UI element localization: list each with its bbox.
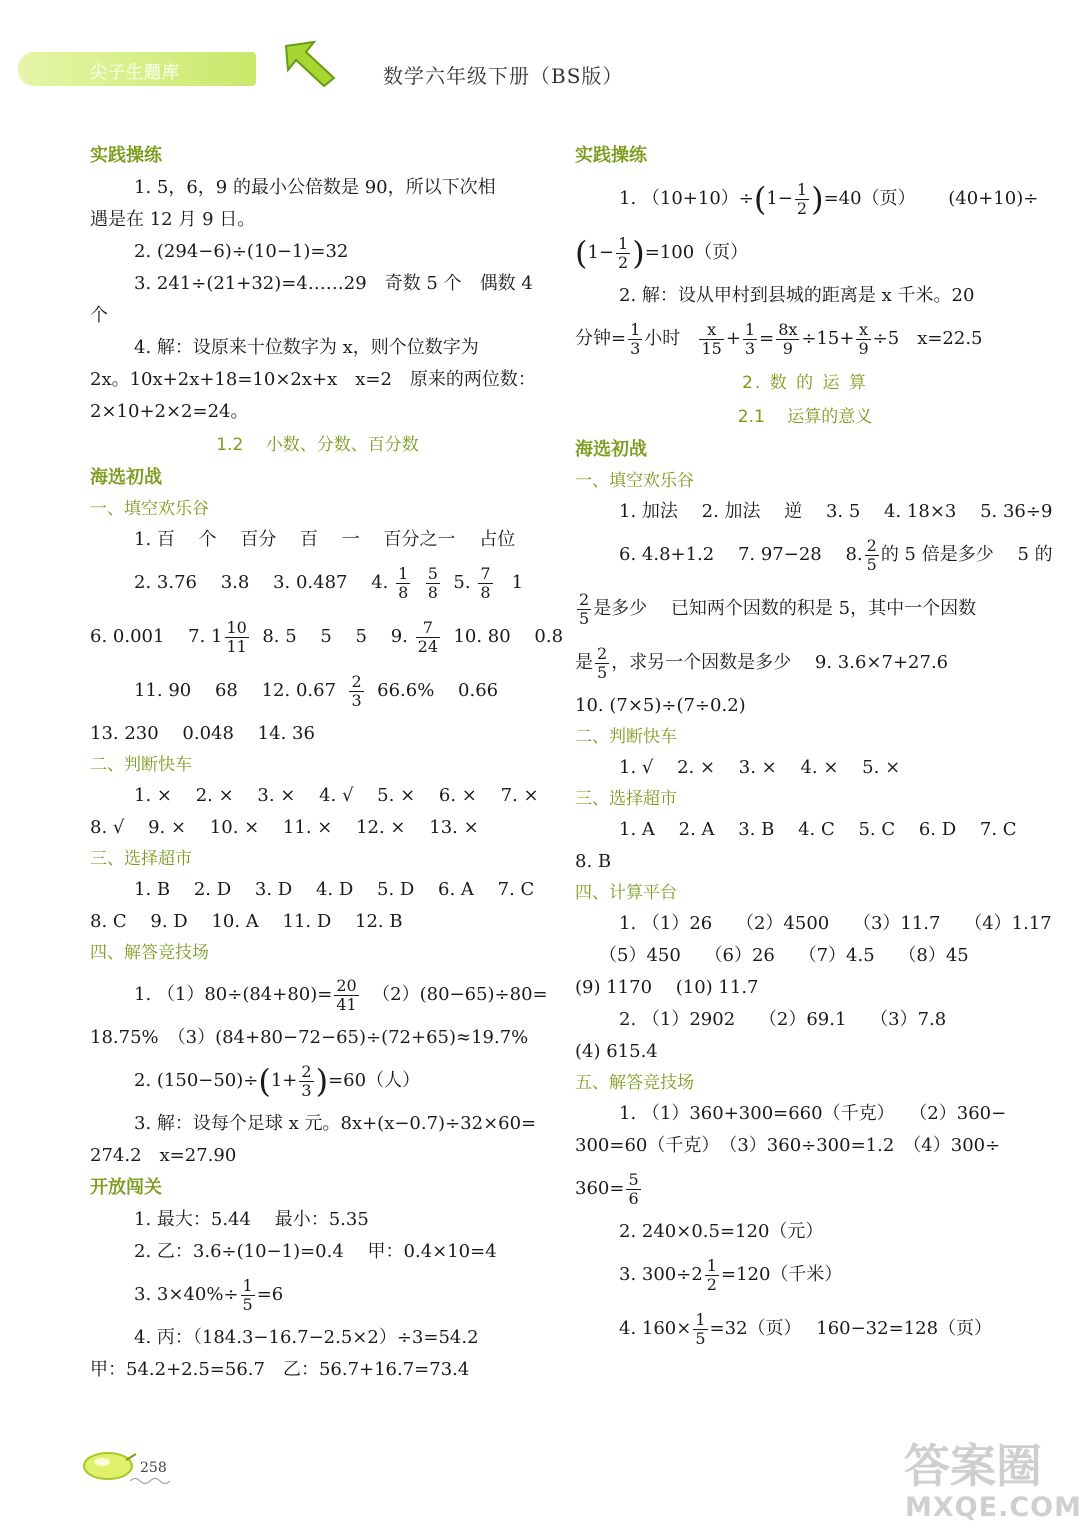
numerator: 1 bbox=[706, 1255, 717, 1275]
numerator: 2 bbox=[351, 671, 362, 691]
watermark-url: MXQE.COM bbox=[905, 1492, 1082, 1523]
text-line: 1. （1）26 （2）4500 （3）11.7 （4）1.17 bbox=[619, 913, 1052, 934]
text-line: 3. 解：设每个足球 x 元。8x+(x−0.7)÷32×60= bbox=[134, 1113, 537, 1134]
numerator: 2 bbox=[597, 643, 608, 663]
fraction bbox=[628, 321, 642, 358]
text-line bbox=[575, 172, 1039, 226]
fraction bbox=[416, 619, 440, 656]
text-line bbox=[575, 1248, 1035, 1302]
text: 1. （10+10）÷ bbox=[619, 188, 754, 209]
fraction bbox=[396, 565, 410, 602]
denominator: 5 bbox=[242, 1294, 253, 1314]
text-line: 2x。10x+2x+18=10×2x+x x=2 原来的两位数： bbox=[90, 369, 536, 390]
numerator: 7 bbox=[416, 619, 440, 638]
denominator: 3 bbox=[744, 338, 756, 358]
text: （2）(80−65)÷80= bbox=[372, 984, 548, 1005]
text: 1. （1）80÷(84+80)= bbox=[134, 984, 333, 1005]
numerator: 7 bbox=[480, 563, 491, 583]
text-line: 18.75% （3）(84+80−72−65)÷(72+65)≈19.7% bbox=[90, 1027, 529, 1048]
numerator: 1 bbox=[398, 563, 409, 583]
text: ÷5 x=22.5 bbox=[872, 328, 983, 349]
part-heading: 四、解答竞技场 bbox=[90, 943, 209, 963]
chapter-title: 2. 数 的 运 算 bbox=[742, 373, 868, 393]
fraction bbox=[225, 619, 249, 656]
fraction bbox=[626, 1171, 640, 1208]
text-line bbox=[575, 226, 1035, 280]
text: 8. 5 5 5 9. bbox=[262, 626, 408, 647]
text-line bbox=[575, 1302, 1035, 1356]
section-heading: 实践操练 bbox=[575, 145, 647, 166]
numerator: 10 bbox=[226, 617, 247, 637]
text-line: 13. 230 0.048 14. 36 bbox=[90, 723, 315, 744]
text: 1− bbox=[587, 242, 615, 263]
watermark-logo: 答案圈 bbox=[904, 1439, 1042, 1493]
text: 360= bbox=[575, 1178, 625, 1199]
denominator: 24 bbox=[417, 636, 438, 656]
fraction bbox=[241, 1277, 255, 1314]
right-paren: ) bbox=[315, 1062, 329, 1100]
text: =6 bbox=[256, 1284, 284, 1305]
denominator: 41 bbox=[336, 994, 357, 1014]
text-line: 8. C 9. D 10. A 11. D 12. B bbox=[90, 911, 403, 932]
numerator: 2 bbox=[301, 1061, 312, 1081]
text: =120（千米） bbox=[720, 1264, 843, 1285]
text-line: 8. √ 9. × 10. × 11. × 12. × 13. × bbox=[90, 817, 479, 838]
text-line: (4) 615.4 bbox=[575, 1041, 658, 1062]
denominator: 15 bbox=[701, 338, 722, 358]
numerator: 5 bbox=[427, 563, 438, 583]
denominator: 2 bbox=[618, 252, 629, 272]
section-heading: 开放闯关 bbox=[90, 1177, 162, 1198]
left-paren: ( bbox=[753, 180, 767, 218]
text: 1+ bbox=[270, 1070, 298, 1091]
fraction bbox=[616, 235, 630, 272]
part-heading: 三、选择超市 bbox=[575, 789, 677, 809]
fraction bbox=[299, 1063, 313, 1100]
fraction bbox=[795, 181, 809, 218]
fraction bbox=[577, 591, 591, 628]
text: 10. 80 0.8 bbox=[453, 626, 564, 647]
fraction bbox=[776, 321, 799, 358]
right-paren: ) bbox=[632, 234, 645, 272]
text: 1 bbox=[511, 572, 524, 593]
text-line bbox=[575, 636, 1035, 690]
numerator: 1 bbox=[618, 233, 629, 253]
section-heading: 实践操练 bbox=[90, 145, 162, 166]
numerator: 2 bbox=[866, 535, 877, 555]
text: 分钟= bbox=[575, 328, 627, 349]
text-line: 4. 丙：（184.3−16.7−2.5×2）÷3=54.2 bbox=[134, 1327, 479, 1348]
text-line: 3. 241÷(21+32)=4……29 奇数 5 个 偶数 4 bbox=[134, 273, 533, 294]
text-line bbox=[90, 610, 564, 664]
denominator: 8 bbox=[480, 582, 491, 602]
text: 1− bbox=[766, 188, 793, 209]
arrow-icon bbox=[280, 38, 340, 90]
numerator: 1 bbox=[695, 1309, 706, 1329]
text-line: 1. B 2. D 3. D 4. D 5. D 6. A 7. C bbox=[134, 879, 535, 900]
text-line: 2×10+2×2=24。 bbox=[90, 401, 249, 422]
right-paren: ) bbox=[811, 180, 824, 218]
text: 的 5 倍是多少 5 的 bbox=[880, 544, 1053, 565]
denominator: 2 bbox=[796, 198, 808, 218]
fraction bbox=[699, 321, 723, 358]
text-line: 1. × 2. × 3. × 4. √ 5. × 6. × 7. × bbox=[134, 785, 539, 806]
text: 66.6% 0.66 bbox=[377, 680, 499, 701]
text: 5. bbox=[453, 572, 471, 593]
text-line bbox=[575, 528, 1053, 582]
text: 是 bbox=[575, 652, 593, 673]
denominator: 2 bbox=[706, 1274, 717, 1294]
denominator: 9 bbox=[782, 338, 793, 358]
subsection-title: 1.2 小数、分数、百分数 bbox=[216, 435, 419, 455]
text-line bbox=[90, 556, 545, 610]
text-line: 1. 5，6，9 的最小公倍数是 90，所以下次相 bbox=[134, 177, 496, 198]
text-line: 8. B bbox=[575, 851, 612, 872]
right-column bbox=[575, 140, 1053, 1356]
text-line: (9) 1170 (10) 11.7 bbox=[575, 977, 759, 998]
denominator: 5 bbox=[866, 554, 877, 574]
page-number: 258 bbox=[140, 1460, 167, 1476]
wave-decoration bbox=[130, 1476, 174, 1486]
part-heading: 二、判断快车 bbox=[575, 727, 677, 747]
text-line: 遇是在 12 月 9 日。 bbox=[90, 209, 256, 230]
section-heading: 海选初战 bbox=[575, 439, 647, 460]
part-heading: 五、解答竞技场 bbox=[575, 1073, 694, 1093]
subsection-title: 2.1 运算的意义 bbox=[737, 407, 873, 427]
text: = bbox=[759, 328, 775, 349]
denominator: 8 bbox=[398, 582, 409, 602]
series-name: 尖子生题库 bbox=[90, 63, 180, 83]
denominator: 9 bbox=[858, 338, 869, 358]
numerator: 2 bbox=[579, 589, 590, 609]
fraction bbox=[743, 321, 757, 358]
text: 3. 300÷2 bbox=[619, 1264, 703, 1285]
text: ，求另一个因数是多少 9. 3.6×7+27.6 bbox=[611, 652, 949, 673]
text-line: 2. 乙：3.6÷(10−1)=0.4 甲：0.4×10=4 bbox=[134, 1241, 497, 1262]
text-line: 1. （1）360+300=660（千克） （2）360− bbox=[619, 1103, 1007, 1124]
text: 6. 0.001 7. 1 bbox=[90, 626, 223, 647]
text-line: 2. 解：设从甲村到县城的距离是 x 千米。20 bbox=[619, 285, 975, 306]
text-line: 1. 百 个 百分 百 一 百分之一 占位 bbox=[134, 529, 516, 550]
fraction bbox=[693, 1311, 707, 1348]
numerator: 8x bbox=[778, 319, 798, 339]
denominator: 6 bbox=[628, 1188, 639, 1208]
text: =100（页） bbox=[644, 242, 749, 263]
numerator: x bbox=[856, 321, 870, 340]
text-line bbox=[90, 1054, 545, 1108]
text-line: 甲：54.2+2.5=56.7 乙：56.7+16.7=73.4 bbox=[90, 1359, 470, 1380]
numerator: 20 bbox=[336, 975, 357, 995]
fraction bbox=[856, 321, 870, 358]
text-line: 10. (7×5)÷(7÷0.2) bbox=[575, 695, 746, 716]
denominator: 5 bbox=[579, 608, 590, 628]
fraction bbox=[865, 537, 879, 574]
denominator: 3 bbox=[301, 1080, 312, 1100]
text: + bbox=[725, 328, 741, 349]
fraction bbox=[705, 1257, 719, 1294]
text: 小时 bbox=[644, 328, 681, 349]
text: 2. 3.76 3.8 3. 0.487 4. bbox=[134, 572, 389, 593]
numerator: 1 bbox=[630, 319, 641, 339]
text: 4. 160× bbox=[619, 1318, 692, 1339]
fraction bbox=[595, 645, 609, 682]
text-line: 1. √ 2. × 3. × 4. × 5. × bbox=[619, 757, 901, 778]
text: 3. 3×40%÷ bbox=[134, 1284, 239, 1305]
text-line: 300=60（千克） （3）360÷300=1.2 （4）300÷ bbox=[575, 1135, 1001, 1156]
text-line bbox=[90, 664, 545, 718]
text: 2. (150−50)÷ bbox=[134, 1070, 259, 1091]
denominator: 3 bbox=[351, 690, 362, 710]
text-line: 2. (294−6)÷(10−1)=32 bbox=[134, 241, 349, 262]
section-heading: 海选初战 bbox=[90, 467, 162, 488]
text: 是多少 已知两个因数的积是 5，其中一个因数 bbox=[593, 598, 977, 619]
text-line bbox=[575, 1162, 1035, 1216]
fraction bbox=[349, 673, 363, 710]
text: =40（页） (40+10)÷ bbox=[823, 188, 1039, 209]
text-line: 1. A 2. A 3. B 4. C 5. C 6. D 7. C bbox=[619, 819, 1017, 840]
text-line: 274.2 x=27.90 bbox=[90, 1145, 237, 1166]
text: 6. 4.8+1.2 7. 97−28 8. bbox=[619, 544, 863, 565]
part-heading: 三、选择超市 bbox=[90, 849, 192, 869]
text: =32（页） 160−32=128（页） bbox=[709, 1318, 993, 1339]
part-heading: 二、判断快车 bbox=[90, 755, 192, 775]
fraction bbox=[478, 565, 492, 602]
part-heading: 一、填空欢乐谷 bbox=[90, 499, 209, 519]
denominator: 8 bbox=[427, 582, 438, 602]
numerator: 1 bbox=[796, 179, 808, 199]
text-line: 1. 加法 2. 加法 逆 3. 5 4. 18×3 5. 36÷9 bbox=[619, 501, 1053, 522]
text-line bbox=[90, 1268, 545, 1322]
numerator: 1 bbox=[744, 319, 756, 339]
text-line bbox=[575, 582, 1035, 636]
denominator: 3 bbox=[630, 338, 641, 358]
page-header-title: 数学六年级下册（BS版） bbox=[383, 64, 624, 88]
numerator: 1 bbox=[242, 1275, 253, 1295]
numerator: x bbox=[699, 321, 723, 340]
text: =60（人） bbox=[328, 1070, 421, 1091]
denominator: 5 bbox=[597, 662, 608, 682]
text-line: 2. 240×0.5=120（元） bbox=[619, 1221, 824, 1242]
left-paren: ( bbox=[258, 1062, 271, 1100]
text-line: 4. 解：设原来十位数字为 x，则个位数字为 bbox=[134, 337, 479, 358]
text: 11. 90 68 12. 0.67 bbox=[134, 680, 337, 701]
numerator: 5 bbox=[628, 1169, 639, 1189]
fraction bbox=[334, 977, 358, 1014]
text: ÷15+ bbox=[801, 328, 855, 349]
left-paren: ( bbox=[575, 234, 588, 272]
text-line bbox=[90, 968, 548, 1022]
part-heading: 一、填空欢乐谷 bbox=[575, 471, 694, 491]
part-heading: 四、计算平台 bbox=[575, 883, 677, 903]
text-line: 1. 最大：5.44 最小：5.35 bbox=[134, 1209, 369, 1230]
series-banner bbox=[18, 52, 256, 86]
text-line: 2. （1）2902 （2）69.1 （3）7.8 bbox=[619, 1009, 947, 1030]
denominator: 5 bbox=[695, 1328, 706, 1348]
text-line: 个 bbox=[90, 305, 108, 326]
left-column bbox=[90, 140, 564, 1386]
denominator: 11 bbox=[226, 636, 247, 656]
text-line: （5）450 （6）26 （7）4.5 （8）45 bbox=[599, 945, 969, 966]
text-line bbox=[575, 312, 1035, 366]
fraction bbox=[426, 565, 440, 602]
